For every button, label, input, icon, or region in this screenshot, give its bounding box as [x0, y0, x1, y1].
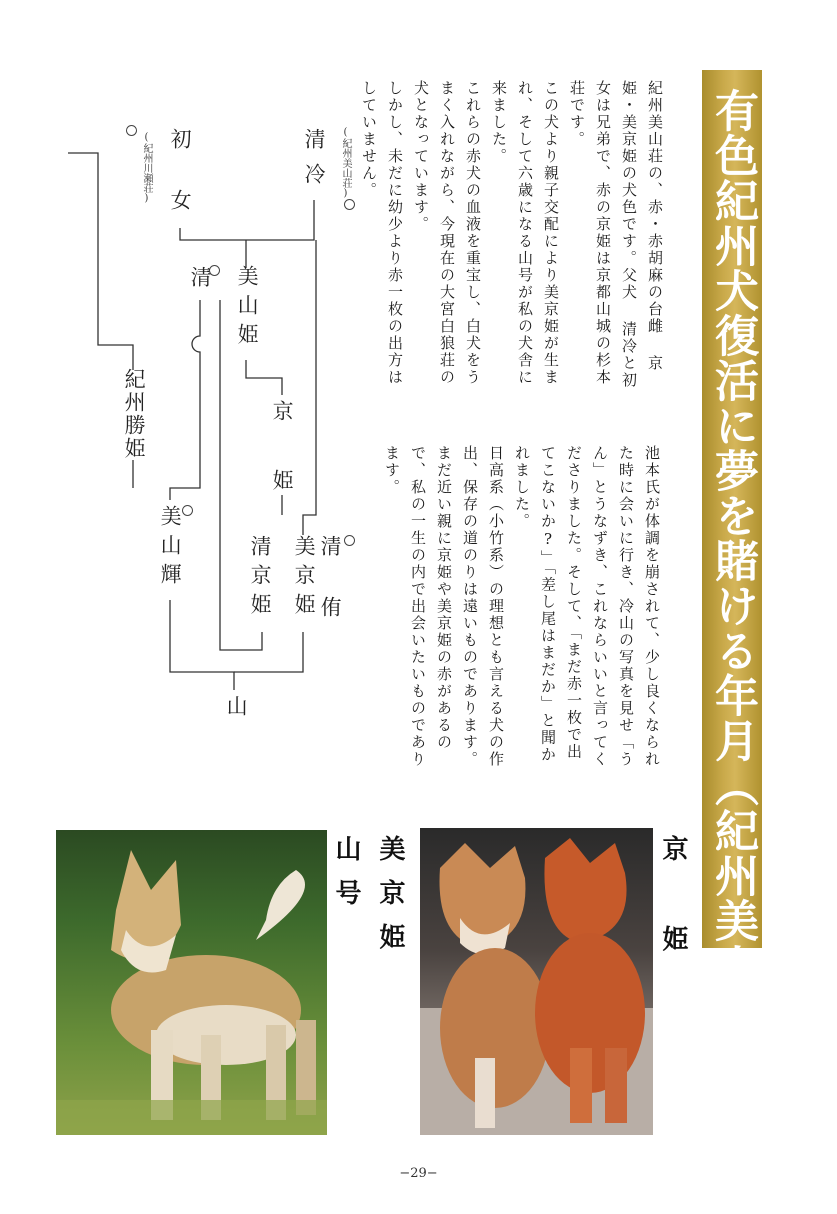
pedigree-dog-sei: 清: [188, 266, 213, 301]
pedigree-dog-seirei: 清冷: [302, 128, 327, 198]
ring-marker: [182, 505, 193, 516]
paragraph: まだ近い親に京姫や美京姫の赤があるので、私の一生の内で出会いたいものであります。: [383, 445, 453, 768]
paragraph: これらの赤犬の血液を重宝し、白犬をうまく入れながら、今現在の大宮白狼荘の犬となっています。: [412, 80, 482, 386]
page-title: 有色紀州犬復活に夢を賭ける年月（紀州美山荘）: [707, 88, 758, 1078]
ring-marker: [344, 535, 355, 546]
pedigree-dog-hatsume: 初女: [168, 128, 193, 250]
pedigree-dog-miyamaki: 美山輝: [158, 505, 183, 592]
pedigree-dog-yama: 山: [224, 695, 249, 730]
photo-caption-yamago: 山号: [331, 835, 361, 923]
photo-dog-yamago: [56, 830, 327, 1135]
kennel-label: (紀州川瀬荘): [141, 132, 152, 204]
pedigree-dog-kishu-katsuhime: 紀州勝姫: [122, 368, 147, 460]
kennel-label: (紀州美山荘): [340, 127, 351, 199]
page-number: −29−: [399, 1166, 438, 1181]
pedigree-dog-mikyohime: 美京姫: [292, 535, 317, 622]
paragraph: しかし、未だに幼少より赤一枚の出方はしていません。: [360, 80, 404, 386]
photo-caption-mikyohime: 美京姫: [375, 835, 405, 967]
pedigree-dog-miyamahime: 美山姫: [235, 265, 260, 352]
pedigree-dog-kyohime: 京姫: [270, 400, 295, 538]
ring-marker: [126, 125, 137, 136]
paragraph: 日高系（小竹系）の理想とも言える犬の作出、保存の道のりは遠いものであります。: [461, 445, 505, 768]
dogs-illustration: [420, 828, 653, 1135]
pedigree-dog-seikyohime: 清京姫: [248, 535, 273, 622]
paragraph: この犬より親子交配により美京姫が生まれ、そして六歳になる山号が私の犬舎に来ました。: [490, 80, 560, 386]
dog-illustration: [56, 830, 327, 1135]
ring-marker: [344, 199, 355, 210]
pedigree-dog-seiyu: 清侑: [318, 535, 343, 657]
photo-caption-kyohime: 京姫: [658, 835, 688, 1015]
photo-dogs-kyohime-mikyohime: [420, 828, 653, 1135]
paragraph: 紀州美山荘の、赤・赤胡麻の台雌 京姫・美京姫の犬色です。父犬 清冷と初女は兄弟で、赤の京姫は京都山城の杉本荘です。: [568, 80, 664, 389]
paragraph: 池本氏が体調を崩されて、少し良くなられた時に会いに行き、冷山の写真を見せ「うん」とうなずき、これならいいと言ってくださりました。そして、「まだ赤一枚で出てこないか?」「差し尾はまだか」と聞かれました。: [513, 445, 661, 768]
